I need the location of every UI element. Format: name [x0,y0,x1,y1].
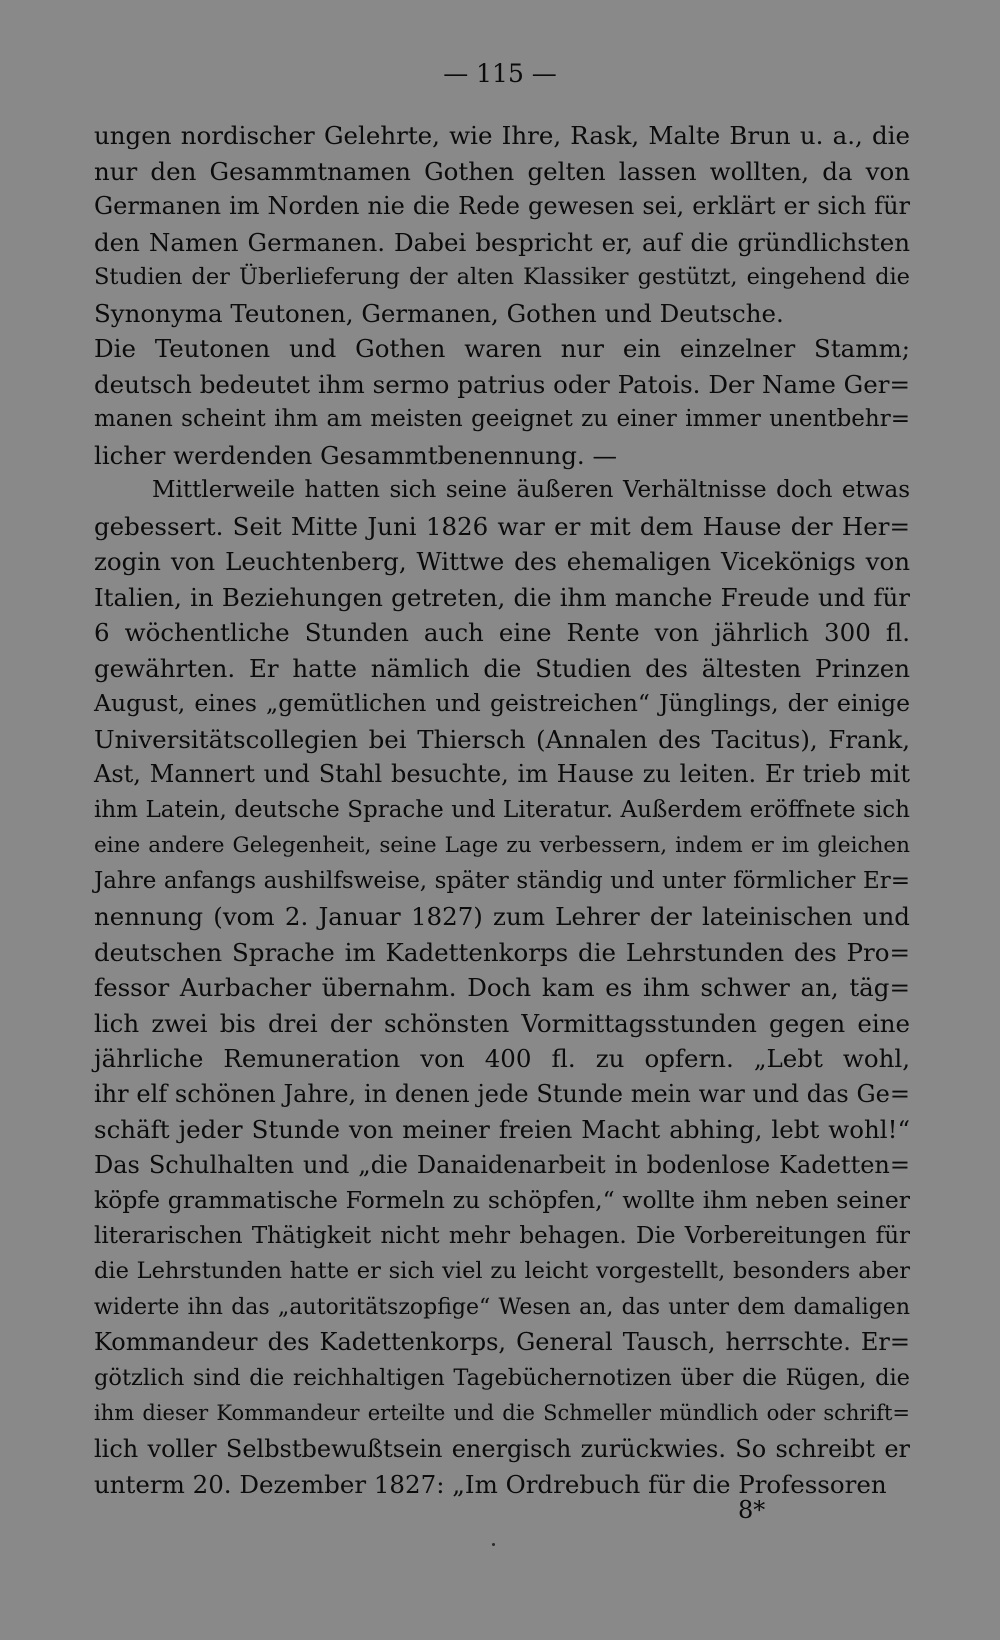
text-line: Synonyma Teutonen, Germanen, Gothen und Deutsche. [94,298,784,328]
text-line: 6 wöchentliche Stunden auch eine Rente von jährlich 300 fl. [94,618,910,647]
text-line: Studien der Überlieferung der alten Klassiker gestützt, eingehend die [94,264,910,290]
text-line: jährliche Remuneration von 400 fl. zu opfern. „Lebt wohl, [94,1044,910,1073]
text-line: ihr elf schönen Jahre, in denen jede Stunde mein war und das Ge= [94,1079,910,1108]
text-line: ungen nordischer Gelehrte, wie Ihre, Rask, Malte Brun u. a., die [94,121,910,150]
text-line: götzlich sind die reichhaltigen Tagebüchernotizen über die Rügen, die [94,1364,910,1391]
text-line: lich voller Selbstbewußtsein energisch zurückwies. So schreibt er [94,1434,910,1463]
text-line: deutschen Sprache im Kadettenkorps die Lehrstunden des Pro= [94,937,910,967]
text-line: Germanen im Norden nie die Rede gewesen sei, erklärt er sich für [94,192,910,220]
text-line: den Namen Germanen. Dabei bespricht er, auf die gründlichsten [94,227,910,257]
text-line: nur den Gesammtnamen Gothen gelten lassen wollten, da von [94,156,910,186]
signature-mark: 8* [738,1496,766,1524]
text-line: ihm Latein, deutsche Sprache und Literatur. Außerdem eröffnete sich [94,796,910,823]
text-line: die Lehrstunden hatte er sich viel zu leicht vorgestellt, besonders aber [94,1258,910,1284]
text-line: ihm dieser Kommandeur erteilte und die Schmeller mündlich oder schrift= [94,1401,910,1425]
text-line: schäft jeder Stunde von meiner freien Macht abhing, lebt wohl!“ [94,1115,910,1144]
text-line: Mittlerweile hatten sich seine äußeren Verhältnisse doch etwas [152,477,910,503]
text-line: gebessert. Seit Mitte Juni 1826 war er mit dem Hause der Her= [94,511,910,541]
text-line: gewährten. Er hatte nämlich die Studien des ältesten Prinzen [94,653,910,683]
text-line: zogin von Leuchtenberg, Wittwe des ehemaligen Vicekönigs von [94,547,910,576]
text-line: Italien, in Beziehungen getreten, die ihm manche Freude und für [94,582,910,612]
text-line: Kommandeur des Kadettenkorps, General Tausch, herrschte. Er= [94,1328,910,1356]
text-line: licher werdenden Gesammtbenennung. — [94,440,617,470]
text-line: fessor Aurbacher übernahm. Doch kam es ihm schwer an, täg= [94,973,910,1002]
speck-mark [492,1543,495,1546]
text-line: köpfe grammatische Formeln zu schöpfen,“ wollte ihm neben seiner [94,1186,910,1214]
page-number: — 115 — [443,59,557,88]
body-text [94,118,910,1503]
text-line: Jahre anfangs aushilfsweise, später ständig und unter förmlicher Er= [94,867,910,894]
text-line: Das Schulhalten und „die Danaidenarbeit in bodenlose Kadetten= [94,1150,910,1179]
text-line: nennung (vom 2. Januar 1827) zum Lehrer der lateinischen und [94,902,910,931]
text-line: widerte ihn das „autoritätszopfige“ Wesen an, das unter dem damaligen [94,1294,910,1320]
text-line: Die Teutonen und Gothen waren nur ein einzelner Stamm; [94,334,910,363]
text-line: Universitätscollegien bei Thiersch (Annalen des Tacitus), Frank, [94,724,910,754]
text-line: deutsch bedeutet ihm sermo patrius oder Patois. Der Name Ger= [94,369,910,399]
text-line: August, eines „gemütlichen und geistreichen“ Jünglings, der einige [94,689,910,717]
text-line: lich zwei bis drei der schönsten Vormittagsstunden gegen eine [94,1008,910,1038]
text-line: Ast, Mannert und Stahl besuchte, im Hause zu leiten. Er trieb mit [94,760,910,788]
text-line: literarischen Thätigkeit nicht mehr behagen. Die Vorbereitungen für [94,1222,910,1249]
text-line: unterm 20. Dezember 1827: „Im Ordrebuch für die Professoren [94,1470,887,1499]
text-line: manen scheint ihm am meisten geeignet zu einer immer unentbehr= [94,406,910,432]
text-line: eine andere Gelegenheit, seine Lage zu verbessern, indem er im gleichen [94,833,910,858]
